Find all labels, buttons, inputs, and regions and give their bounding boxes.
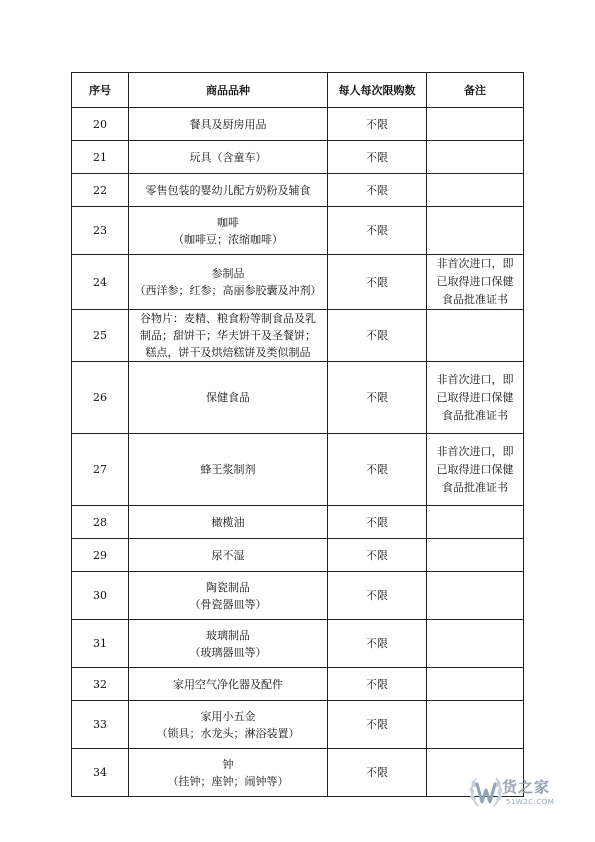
product-type-line: 家用小五金 xyxy=(200,709,256,723)
remarks-cell xyxy=(427,506,524,539)
product-type-cell xyxy=(129,310,328,362)
product-type-line: 尿不湿 xyxy=(211,548,245,562)
purchase-limit-cell: 不限 xyxy=(328,207,427,255)
purchase-limit-cell: 不限 xyxy=(328,362,427,434)
watermark-url: 51W2C.COM xyxy=(506,798,555,806)
product-type-cell xyxy=(129,141,328,174)
table-row xyxy=(72,620,524,668)
serial-number-cell: 30 xyxy=(72,572,129,620)
serial-number-cell: 26 xyxy=(72,362,129,434)
product-type-line: 餐具及厨房用品 xyxy=(189,117,267,131)
product-type-cell xyxy=(129,506,328,539)
remarks-line: 已取得进口保健 xyxy=(436,462,514,476)
remarks-cell xyxy=(427,668,524,701)
remarks-line: 非首次进口，即 xyxy=(436,257,514,270)
remarks-cell xyxy=(427,701,524,749)
remarks-line: 已取得进口保健 xyxy=(436,275,514,288)
product-type-cell xyxy=(129,362,328,434)
table-row xyxy=(72,310,524,362)
table-row xyxy=(72,207,524,255)
header-purchase-limit: 每人每次限购数 xyxy=(328,73,427,108)
remarks-line: 非首次进口，即 xyxy=(436,444,514,458)
header-product-type: 商品品种 xyxy=(129,73,328,108)
serial-number-cell: 20 xyxy=(72,108,129,141)
purchase-limit-cell: 不限 xyxy=(328,310,427,362)
product-type-line: 玻璃制品 xyxy=(206,628,250,642)
purchase-limit-cell: 不限 xyxy=(328,749,427,797)
serial-number-cell: 28 xyxy=(72,506,129,539)
product-type-line: 零售包装的婴幼儿配方奶粉及辅食 xyxy=(145,183,311,197)
remarks-line: 食品批准证书 xyxy=(442,480,508,494)
product-type-line: （玻璃器皿等） xyxy=(189,645,267,659)
product-type-cell xyxy=(129,255,328,310)
product-type-line: 橄榄油 xyxy=(211,515,245,529)
product-type-line: 家用空气净化器及配件 xyxy=(173,677,283,691)
purchase-limit-cell: 不限 xyxy=(328,572,427,620)
product-type-cell xyxy=(129,539,328,572)
remarks-cell xyxy=(427,207,524,255)
table-row xyxy=(72,539,524,572)
remarks-cell xyxy=(427,434,524,506)
product-type-line: 糕点，饼干及烘焙糕饼及类似制品 xyxy=(145,346,311,359)
product-type-line: 蜂王浆制剂 xyxy=(200,463,256,476)
watermark-text: 货之家 xyxy=(502,778,551,796)
remarks-line: 食品批准证书 xyxy=(442,408,508,422)
serial-number-cell: 22 xyxy=(72,174,129,207)
table-row xyxy=(72,434,524,506)
product-type-cell xyxy=(129,434,328,506)
table-row xyxy=(72,141,524,174)
remarks-cell xyxy=(427,141,524,174)
product-type-line: 保健食品 xyxy=(206,391,250,404)
serial-number-cell: 21 xyxy=(72,141,129,174)
table-row xyxy=(72,506,524,539)
purchase-limit-cell: 不限 xyxy=(328,255,427,310)
remarks-cell xyxy=(427,362,524,434)
product-type-line: 咖啡 xyxy=(217,215,239,229)
product-type-line: 玩具（含童车） xyxy=(189,150,267,164)
purchase-limit-cell: 不限 xyxy=(328,174,427,207)
serial-number-cell: 27 xyxy=(72,434,129,506)
product-type-cell xyxy=(129,572,328,620)
watermark xyxy=(452,768,572,828)
product-type-line: 陶瓷制品 xyxy=(206,580,250,594)
product-type-line: 制品；甜饼干；华夫饼干及圣餐饼； xyxy=(140,329,316,342)
serial-number-cell: 24 xyxy=(72,255,129,310)
header-serial-number: 序号 xyxy=(72,73,129,108)
table-row xyxy=(72,701,524,749)
table-row xyxy=(72,572,524,620)
table-row xyxy=(72,255,524,310)
purchase-limit-cell: 不限 xyxy=(328,539,427,572)
purchase-limit-cell: 不限 xyxy=(328,668,427,701)
product-type-line: （锁具；水龙头；淋浴装置） xyxy=(156,726,300,740)
goods-limit-table xyxy=(71,72,524,797)
remarks-cell xyxy=(427,108,524,141)
remarks-cell xyxy=(427,255,524,310)
remarks-cell xyxy=(427,572,524,620)
purchase-limit-cell: 不限 xyxy=(328,620,427,668)
remarks-cell xyxy=(427,539,524,572)
product-type-line: 钟 xyxy=(222,757,234,771)
product-type-cell xyxy=(129,668,328,701)
wheat-wreath-logo-icon xyxy=(466,772,506,812)
table-row xyxy=(72,108,524,141)
product-type-line: （咖啡豆；浓缩咖啡） xyxy=(173,232,283,246)
purchase-limit-cell: 不限 xyxy=(328,701,427,749)
serial-number-cell: 31 xyxy=(72,620,129,668)
product-type-cell xyxy=(129,701,328,749)
product-type-cell xyxy=(129,174,328,207)
serial-number-cell: 32 xyxy=(72,668,129,701)
product-type-cell xyxy=(129,207,328,255)
header-remarks: 备注 xyxy=(427,73,524,108)
serial-number-cell: 34 xyxy=(72,749,129,797)
remarks-line: 食品批准证书 xyxy=(442,293,508,306)
product-type-line: （西洋参；红参；高丽参胶囊及冲剂） xyxy=(134,284,322,297)
remarks-line: 非首次进口，即 xyxy=(436,372,514,386)
serial-number-cell: 33 xyxy=(72,701,129,749)
remarks-line: 已取得进口保健 xyxy=(436,390,514,404)
product-type-line: （挂钟；座钟；闹钟等） xyxy=(167,774,289,788)
table-row xyxy=(72,174,524,207)
remarks-cell xyxy=(427,174,524,207)
purchase-limit-cell: 不限 xyxy=(328,506,427,539)
product-type-cell xyxy=(129,620,328,668)
serial-number-cell: 25 xyxy=(72,310,129,362)
table-row xyxy=(72,362,524,434)
serial-number-cell: 23 xyxy=(72,207,129,255)
serial-number-cell: 29 xyxy=(72,539,129,572)
product-type-cell xyxy=(129,749,328,797)
remarks-cell xyxy=(427,310,524,362)
purchase-limit-cell: 不限 xyxy=(328,108,427,141)
table-row xyxy=(72,668,524,701)
remarks-cell xyxy=(427,620,524,668)
product-type-line: （骨瓷器皿等） xyxy=(189,597,267,611)
purchase-limit-cell: 不限 xyxy=(328,434,427,506)
product-type-cell xyxy=(129,108,328,141)
table-body xyxy=(72,108,524,797)
product-type-line: 参制品 xyxy=(211,267,245,280)
table-header-row xyxy=(72,73,524,108)
purchase-limit-cell: 不限 xyxy=(328,141,427,174)
product-type-line: 谷物片：麦精、粮食粉等制食品及乳 xyxy=(140,312,316,325)
